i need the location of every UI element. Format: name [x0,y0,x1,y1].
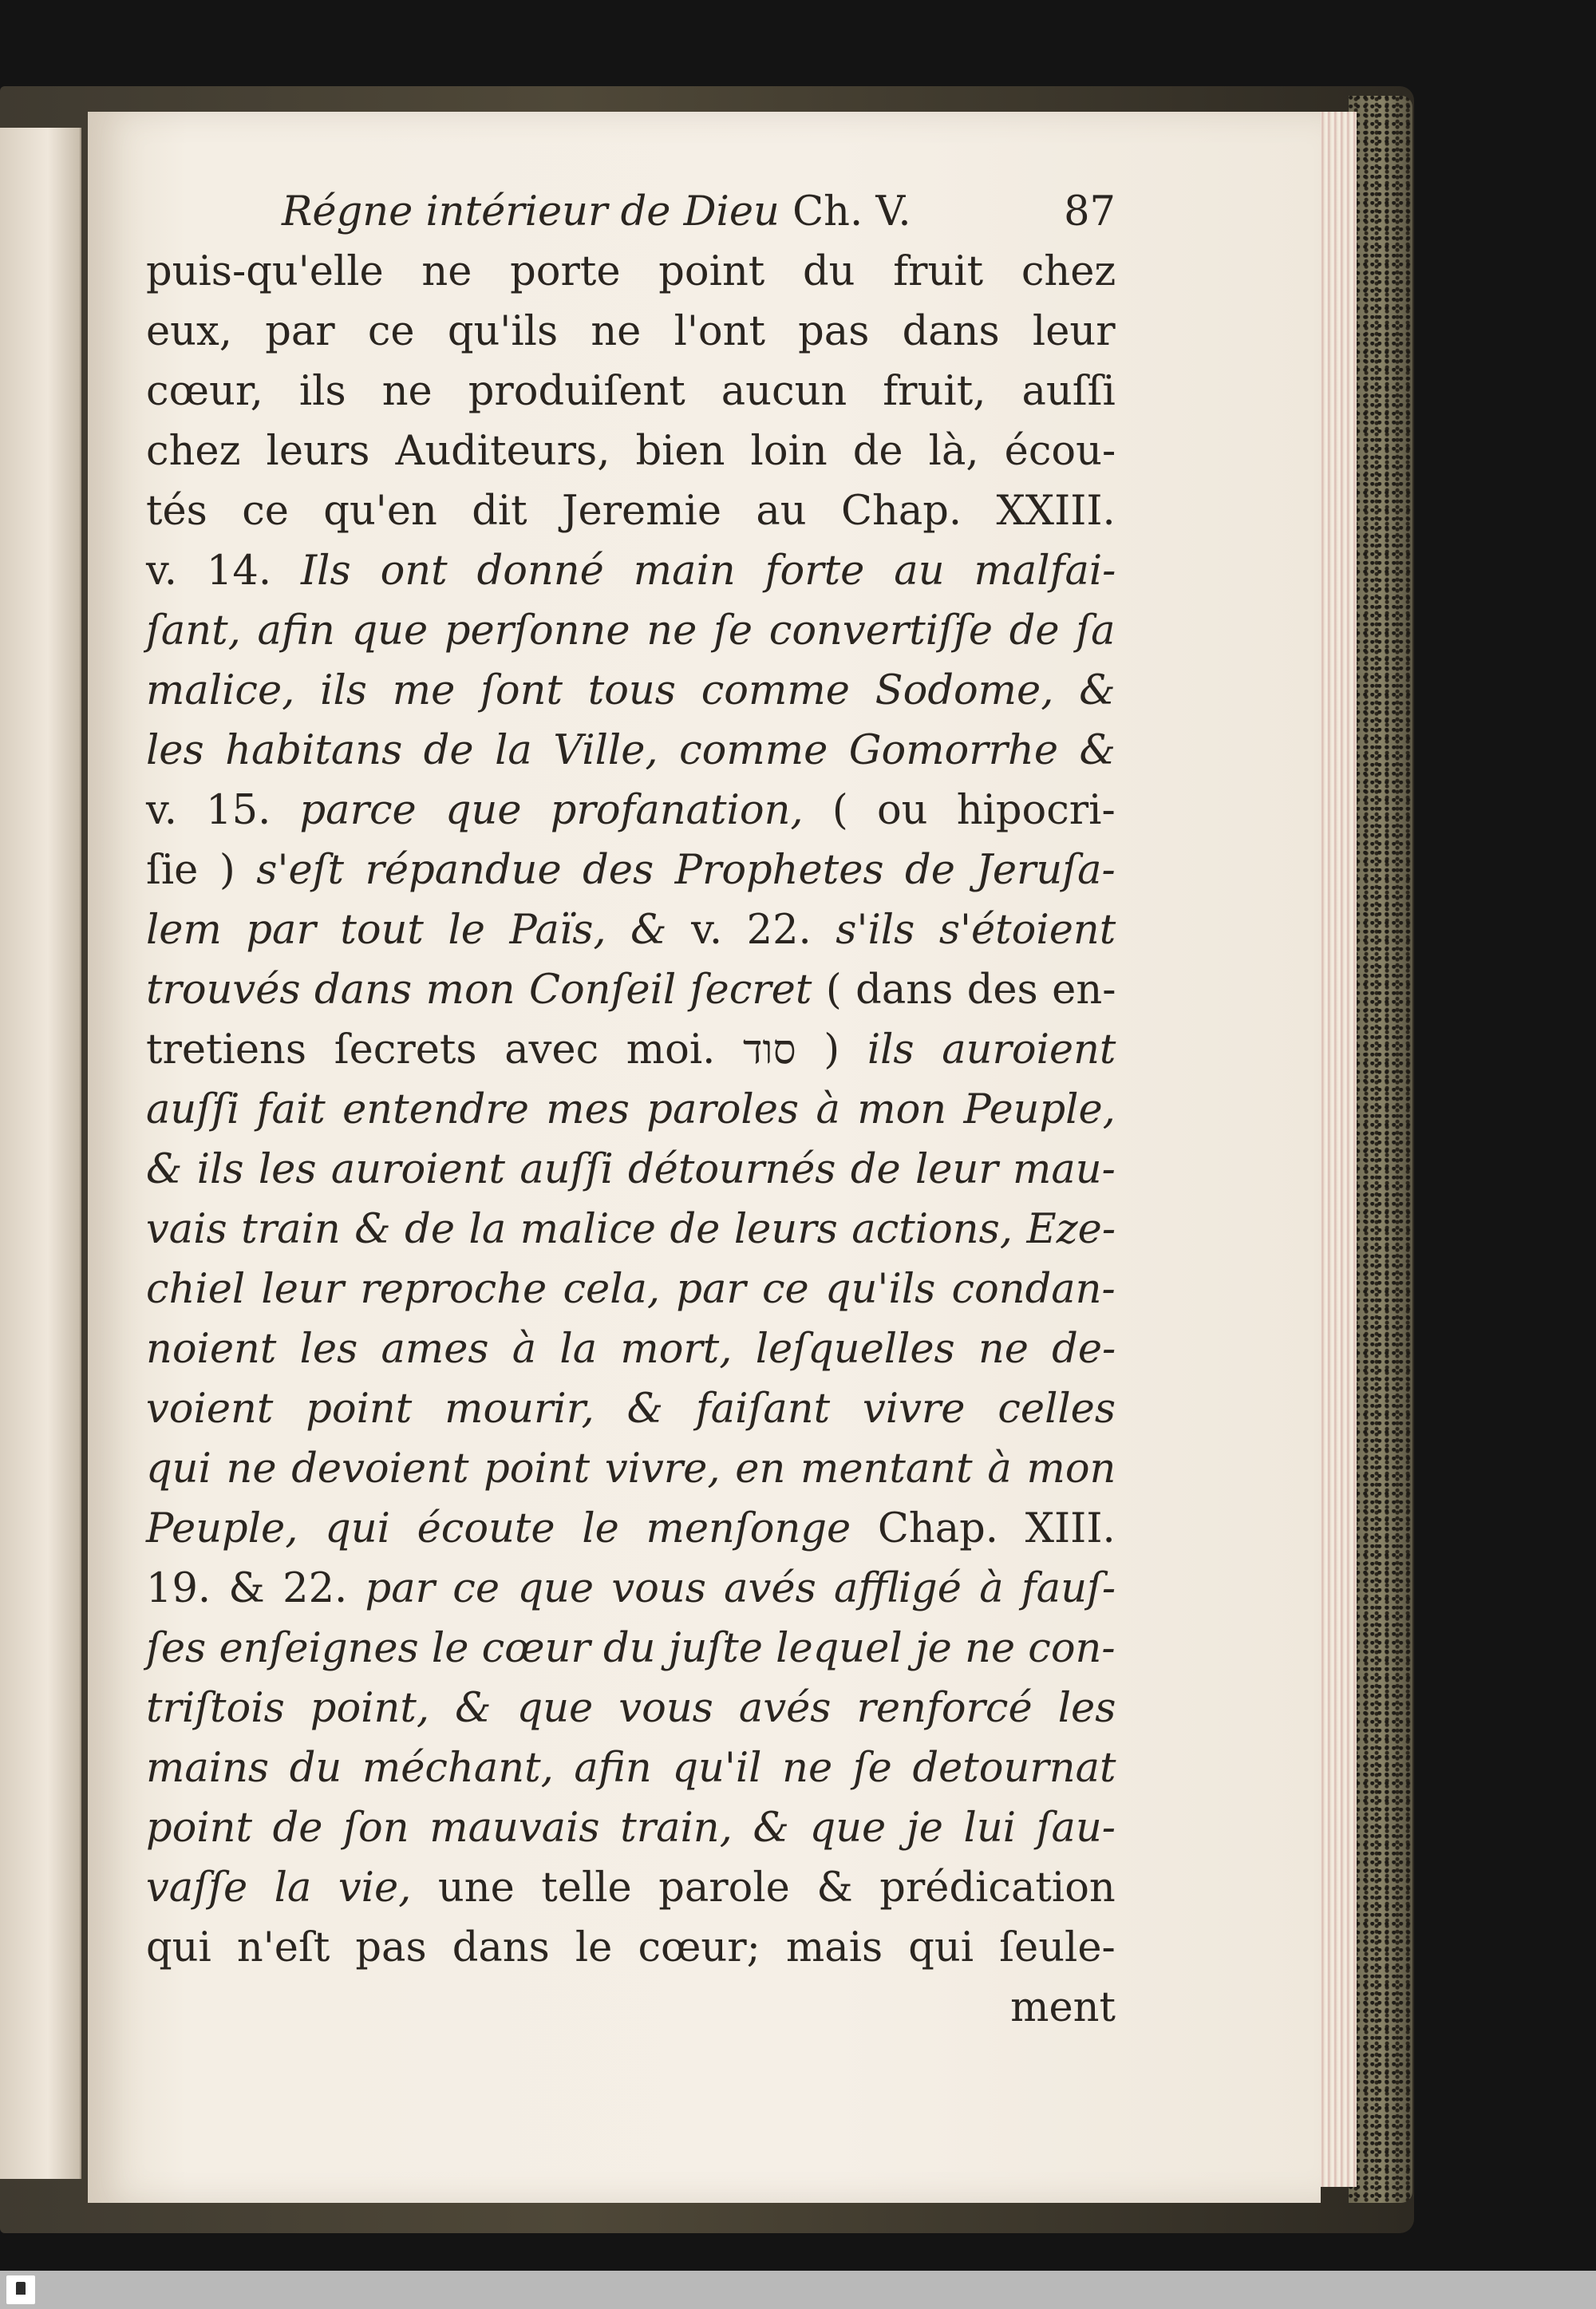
text-segment: v. 14. [146,548,302,595]
text-line-content [146,1918,1116,1978]
text-line [146,1259,1116,1319]
text-segment: & ils les auroient auſſi détournés de leur mau- [146,1146,1116,1193]
text-segment: ſes enſeignes le cœur du juſte lequel je ne con- [146,1625,1116,1672]
text-line [146,1559,1116,1619]
text-line [146,601,1116,661]
text-line [146,840,1116,900]
text-line [146,541,1116,601]
text-line-content [146,781,1116,840]
text-segment: chiel leur reproche cela, par ce qu'ils condan- [146,1266,1116,1313]
text-segment: puis-qu'elle ne porte point du fruit chez [146,248,1116,295]
text-segment: ſie ) [146,847,257,894]
text-line [146,1319,1116,1379]
text-line [146,721,1116,781]
text-segment: lem par tout le Païs, & [146,907,692,954]
text-line-content [146,1379,1116,1439]
text-segment: noient les ames à la mort, leſquelles ne de- [146,1326,1116,1373]
text-line [146,1379,1116,1439]
text-segment: par ce que vous avés affligé à fauſ- [365,1565,1116,1612]
text-line [146,1080,1116,1140]
text-segment: triſtois point, & que vous avés renforcé les [146,1685,1116,1732]
text-line [146,1798,1116,1858]
text-line-content [146,1678,1116,1738]
text-line-content [146,421,1116,481]
text-line [146,362,1116,421]
text-line [146,661,1116,721]
text-line-content [146,1200,1116,1259]
text-segment: vaſſe la vie, [146,1864,438,1912]
text-segment: tés ce qu'en dit Jeremie au Chap. XXIII. [146,488,1116,535]
viewer-footer-bar [0,2271,1596,2309]
text-line [146,1738,1116,1798]
text-segment: cœur, ils ne produiſent aucun fruit, auſſi [146,368,1116,415]
text-segment: eux, par ce qu'ils ne l'ont pas dans leur [146,308,1116,355]
catchword-line [146,1978,1116,2038]
text-line [146,781,1116,840]
text-segment: une telle parole & prédication [437,1864,1116,1912]
text-segment: point de ſon mauvais train, & que je lui ſau- [146,1805,1116,1852]
text-line-content [146,1259,1116,1319]
text-segment: ( ou hipocri- [832,787,1116,834]
library-logo-icon [6,2275,35,2304]
text-segment: ils auroient [867,1026,1116,1073]
text-line [146,1858,1116,1918]
text-segment: tretiens ſecrets avec moi. סוד ) [146,1026,867,1073]
text-line [146,242,1116,302]
text-line [146,900,1116,960]
text-line [146,1140,1116,1200]
text-line-content [146,900,1116,960]
text-line [146,1020,1116,1080]
text-line-content [146,481,1116,541]
text-line-content [146,242,1116,302]
text-line-content [146,1020,1116,1080]
text-segment: Chap. XIII. [877,1505,1116,1552]
text-line [146,1678,1116,1738]
text-segment: malice, ils me ſont tous comme Sodome, & [146,667,1116,714]
book-fore-edge [1349,96,1412,2203]
text-line-content [146,1798,1116,1858]
text-line [146,1439,1116,1499]
text-line-content [146,1858,1116,1918]
text-line-content [146,840,1116,900]
text-segment: ( dans des en- [825,967,1116,1014]
text-segment: Ils ont donné main forte au malfai- [301,548,1116,595]
text-line-content [146,1738,1116,1798]
text-line [146,1918,1116,1978]
text-line-content [146,362,1116,421]
text-line [146,960,1116,1020]
chapter-label: Ch. V. [792,188,911,235]
text-segment: parce que profanation, [299,787,832,834]
text-line [146,1499,1116,1559]
text-segment: 19. & 22. [146,1565,365,1612]
text-segment: chez leurs Auditeurs, bien loin de là, écou- [146,428,1116,475]
text-segment: qui n'eſt pas dans le cœur; mais qui ſeule- [146,1924,1116,1971]
text-line [146,481,1116,541]
page-text [146,182,1116,2038]
text-segment: s'ils s'étoient [836,907,1116,954]
text-segment: s'eſt répandue des Prophetes de Jeruſa- [256,847,1116,894]
left-page-gutter [0,128,81,2179]
text-segment: Peuple, qui écoute le menſonge [146,1505,878,1552]
text-line-content [146,1619,1116,1678]
text-line-content [146,541,1116,601]
text-line [146,421,1116,481]
text-segment: voient point mourir, & faiſant vivre celles [146,1386,1116,1433]
page-number: 87 [1064,188,1116,235]
text-line [146,1200,1116,1259]
text-line [146,302,1116,362]
text-segment: v. 22. [691,907,836,954]
catchword: ment [1010,1984,1116,2031]
running-header [146,182,1116,242]
text-line-content [146,960,1116,1020]
text-segment: v. 15. [146,787,300,834]
text-line-content [146,661,1116,721]
text-line-content [146,1559,1116,1619]
text-segment: vais train & de la malice de leurs actions, Eze- [146,1206,1116,1253]
text-segment: les habitans de la Ville, comme Gomorrhe & [146,727,1116,774]
text-segment: mains du méchant, afin qu'il ne ſe detournat [146,1745,1116,1792]
text-line-content [146,601,1116,661]
text-line-content [146,1080,1116,1140]
text-line-content [146,1140,1116,1200]
text-line [146,1619,1116,1678]
text-segment: ſant, afin que perſonne ne ſe convertiſſe de ſa [146,607,1116,654]
text-segment: trouvés dans mon Conſeil ſecret [146,967,826,1014]
text-line-content [146,1499,1116,1559]
text-segment: auſſi fait entendre mes paroles à mon Peuple, [146,1086,1116,1133]
text-line-content [146,1439,1116,1499]
text-segment: qui ne devoient point vivre, en mentant à mon [146,1445,1116,1493]
body-text [146,242,1116,1978]
text-line-content [146,302,1116,362]
text-line-content [146,721,1116,781]
running-title: Régne intérieur de Dieu [282,188,780,235]
text-line-content [146,1319,1116,1379]
